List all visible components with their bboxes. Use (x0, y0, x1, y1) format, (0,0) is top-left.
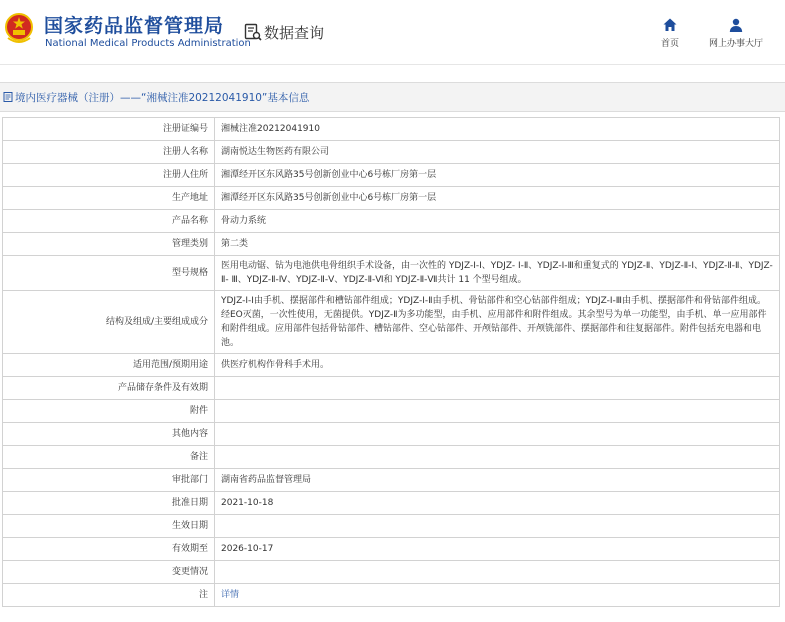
nav-home[interactable] (640, 17, 700, 49)
field-label: 注册人住所 (3, 164, 215, 187)
table-row (3, 377, 780, 400)
field-label: 附件 (3, 400, 215, 423)
home-icon (662, 17, 678, 33)
field-value: 2021-10-18 (215, 492, 780, 515)
field-label: 适用范围/预期用途 (3, 354, 215, 377)
table-row (3, 187, 780, 210)
table-row (3, 164, 780, 187)
field-value: YDJZ-Ⅰ-Ⅰ由手机、摆据部件和槽钻部件组成；YDJZ-Ⅰ-Ⅱ由手机、骨钻部件和空心钻部件组成；YDJZ-Ⅰ-Ⅲ由手机、摆据部件和骨钻部件组成。经EO灭菌，一次性使用，无菌提供。YDJZ-Ⅱ为多功能型，由手机、应用部件和附件组成。其余型号为单一功能型，由手机、单一应用部件和附件组成。应用部件包括骨钻部件、槽钻部件、空心钻部件、开颅钻部件、开颅铣部件、摆据部件和往复据部件。附件包括充电器和电池。 (215, 291, 780, 354)
field-value: 第二类 (215, 233, 780, 256)
field-value (215, 400, 780, 423)
table-row (3, 469, 780, 492)
field-label: 产品名称 (3, 210, 215, 233)
table-row (3, 291, 780, 354)
field-label: 审批部门 (3, 469, 215, 492)
field-label: 型号规格 (3, 256, 215, 291)
field-label: 生效日期 (3, 515, 215, 538)
table-row (3, 584, 780, 607)
nav-online-service-hall[interactable] (703, 17, 769, 49)
field-value: 湖南悦达生物医药有限公司 (215, 141, 780, 164)
field-label: 管理类别 (3, 233, 215, 256)
field-label: 有效期至 (3, 538, 215, 561)
header-divider (0, 64, 785, 65)
field-value (215, 584, 780, 607)
table-row (3, 515, 780, 538)
field-label: 注册证编号 (3, 118, 215, 141)
field-value (215, 423, 780, 446)
table-row (3, 538, 780, 561)
nav-online-service-hall-label: 网上办事大厅 (708, 39, 763, 49)
query-label: 数据查询 (264, 23, 325, 42)
nav-home-label: 首页 (660, 39, 679, 49)
field-value: 医用电动锯、钻为电池供电骨组织手术设备，由一次性的 YDJZ-Ⅰ-Ⅰ、YDJZ- Ⅰ-Ⅱ、YDJZ-Ⅰ-Ⅲ和重复式的 YDJZ-Ⅱ、YDJZ-Ⅱ-Ⅰ、YDJZ-Ⅱ-Ⅱ、YDJZ-Ⅱ- Ⅲ、YDJZ-Ⅱ-Ⅳ、YDJZ-Ⅱ-Ⅴ、YDJZ-Ⅱ-Ⅵ和 YDJZ-Ⅱ-Ⅶ共计 11 个型号组成。 (215, 256, 780, 291)
field-label: 注册人名称 (3, 141, 215, 164)
table-row (3, 210, 780, 233)
org-name-cn: 国家药品监督管理局 (44, 15, 225, 37)
field-label: 产品储存条件及有效期 (3, 377, 215, 400)
table-row (3, 141, 780, 164)
field-value: 湘械注准20212041910 (215, 118, 780, 141)
field-value: 骨动力系统 (215, 210, 780, 233)
table-row (3, 354, 780, 377)
table-row (3, 400, 780, 423)
search-document-icon (244, 23, 262, 41)
field-value: 湘潭经开区东风路35号创新创业中心6号栋厂房第一层 (215, 187, 780, 210)
table-row (3, 118, 780, 141)
field-value (215, 377, 780, 400)
field-label: 其他内容 (3, 423, 215, 446)
breadcrumb-text: 境内医疗器械（注册）——“湘械注准20212041910”基本信息 (15, 91, 310, 104)
details-link[interactable]: 详情 (221, 590, 240, 600)
national-emblem-icon (4, 10, 34, 46)
table-row (3, 423, 780, 446)
document-icon (3, 92, 13, 102)
breadcrumb (0, 82, 785, 112)
field-value (215, 446, 780, 469)
field-value: 供医疗机构作骨科手术用。 (215, 354, 780, 377)
field-label: 结构及组成/主要组成成分 (3, 291, 215, 354)
field-label: 生产地址 (3, 187, 215, 210)
field-value (215, 561, 780, 584)
field-value (215, 515, 780, 538)
field-label: 备注 (3, 446, 215, 469)
field-value: 湖南省药品监督管理局 (215, 469, 780, 492)
user-icon (728, 17, 744, 33)
table-row (3, 492, 780, 515)
field-value: 湘潭经开区东风路35号创新创业中心6号栋厂房第一层 (215, 164, 780, 187)
table-row (3, 561, 780, 584)
registration-detail-table (2, 117, 780, 607)
table-row (3, 446, 780, 469)
table-row (3, 233, 780, 256)
org-name-en: National Medical Products Administration (45, 38, 251, 49)
field-label: 注 (3, 584, 215, 607)
data-query-title (244, 22, 324, 42)
field-label: 批准日期 (3, 492, 215, 515)
field-value: 2026-10-17 (215, 538, 780, 561)
table-row (3, 256, 780, 291)
field-label: 变更情况 (3, 561, 215, 584)
site-header (0, 0, 785, 64)
